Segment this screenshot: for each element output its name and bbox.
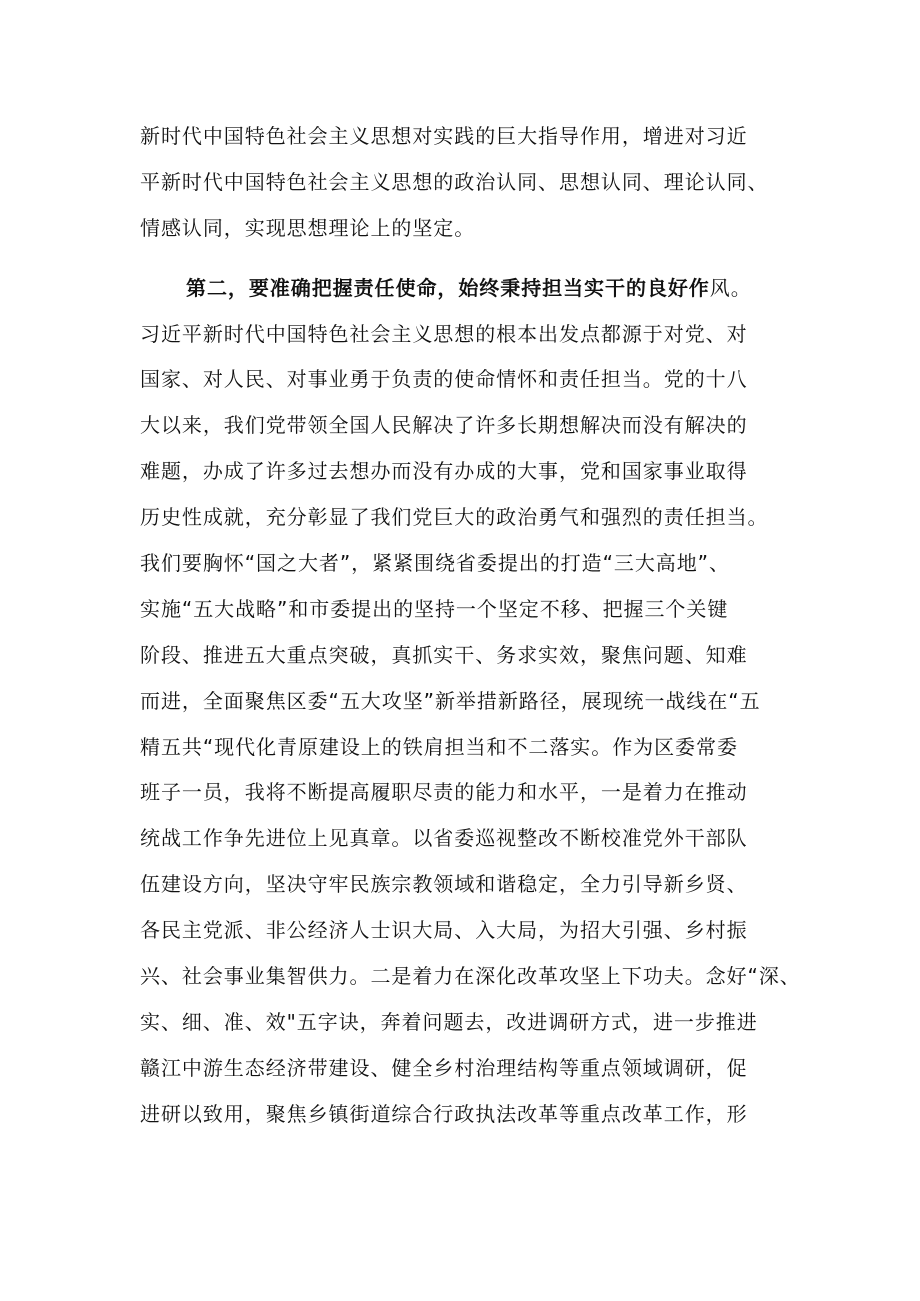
text-line: 我们要胸怀“国之大者”，紧紧围绕省委提出的打造“三大高地”、: [140, 551, 730, 576]
text-line: 平新时代中国特色社会主义思想的政治认同、思想认同、理论认同、: [140, 169, 769, 194]
text-line: 习近平新时代中国特色社会主义思想的根本出发点都源于对党、对: [140, 321, 748, 346]
text-line: 阶段、推进五大重点突破，真抓实干、务求实效，聚焦问题、知难: [140, 642, 748, 667]
paragraph-heading-line: [140, 266, 790, 312]
text-line: 情感认同，实现思想理论上的坚定。: [140, 215, 476, 240]
text-line: 伍建设方向，坚决守牢民族宗教领域和谐稳定，全力引导新乡贤、: [140, 872, 748, 897]
text-line: 实施“五大战略”和市委提出的坚持一个坚定不移、把握三个关键: [140, 596, 729, 621]
text-line: 国家、对人民、对事业勇于负责的使命情怀和责任担当。党的十八: [140, 367, 748, 392]
paragraph-heading-tail: 风。: [709, 275, 752, 300]
text-line: 实、细、准、效"五字诀，奔着问题去，改进调研方式，进一步推进: [140, 1009, 758, 1034]
text-line: 而进，全面聚焦区委“五大攻坚”新举措新路径，展现统一战线在“五: [140, 688, 761, 713]
text-line: 精五共“现代化青原建设上的铁肩担当和不二落实。作为区委常委: [140, 734, 738, 759]
paragraph-1: [140, 114, 790, 252]
text-line: 各民主党派、非公经济人士识大局、入大局，为招大引强、乡村振: [140, 918, 748, 943]
paragraph-heading-bold: 第二，要准确把握责任使命，始终秉持担当实干的良好作: [186, 275, 710, 300]
text-line: 进研以致用，聚焦乡镇街道综合行政执法改革等重点改革工作，形: [140, 1101, 748, 1126]
text-line: 统战工作争先进位上见真章。以省委巡视整改不断校准党外干部队: [140, 826, 748, 851]
text-line: 大以来，我们党带领全国人民解决了许多长期想解决而没有解决的: [140, 413, 748, 438]
text-line: 历史性成就，充分彰显了我们党巨大的政治勇气和强烈的责任担当。: [140, 505, 769, 530]
text-line: 赣江中游生态经济带建设、健全乡村治理结构等重点领域调研，促: [140, 1055, 748, 1080]
paragraph-2: [140, 266, 801, 1138]
text-line: 班子一员，我将不断提高履职尽责的能力和水平，一是着力在推动: [140, 780, 748, 805]
text-line: 新时代中国特色社会主义思想对实践的巨大指导作用，增进对习近: [140, 124, 748, 148]
document-body: [140, 114, 801, 1138]
text-line: 难题，办成了许多过去想办而没有办成的大事，党和国家事业取得: [140, 459, 748, 484]
paragraph-spacer: [140, 252, 790, 266]
text-line: 兴、社会事业集智供力。二是着力在深化改革攻坚上下功夫。念好“深、: [140, 964, 801, 989]
